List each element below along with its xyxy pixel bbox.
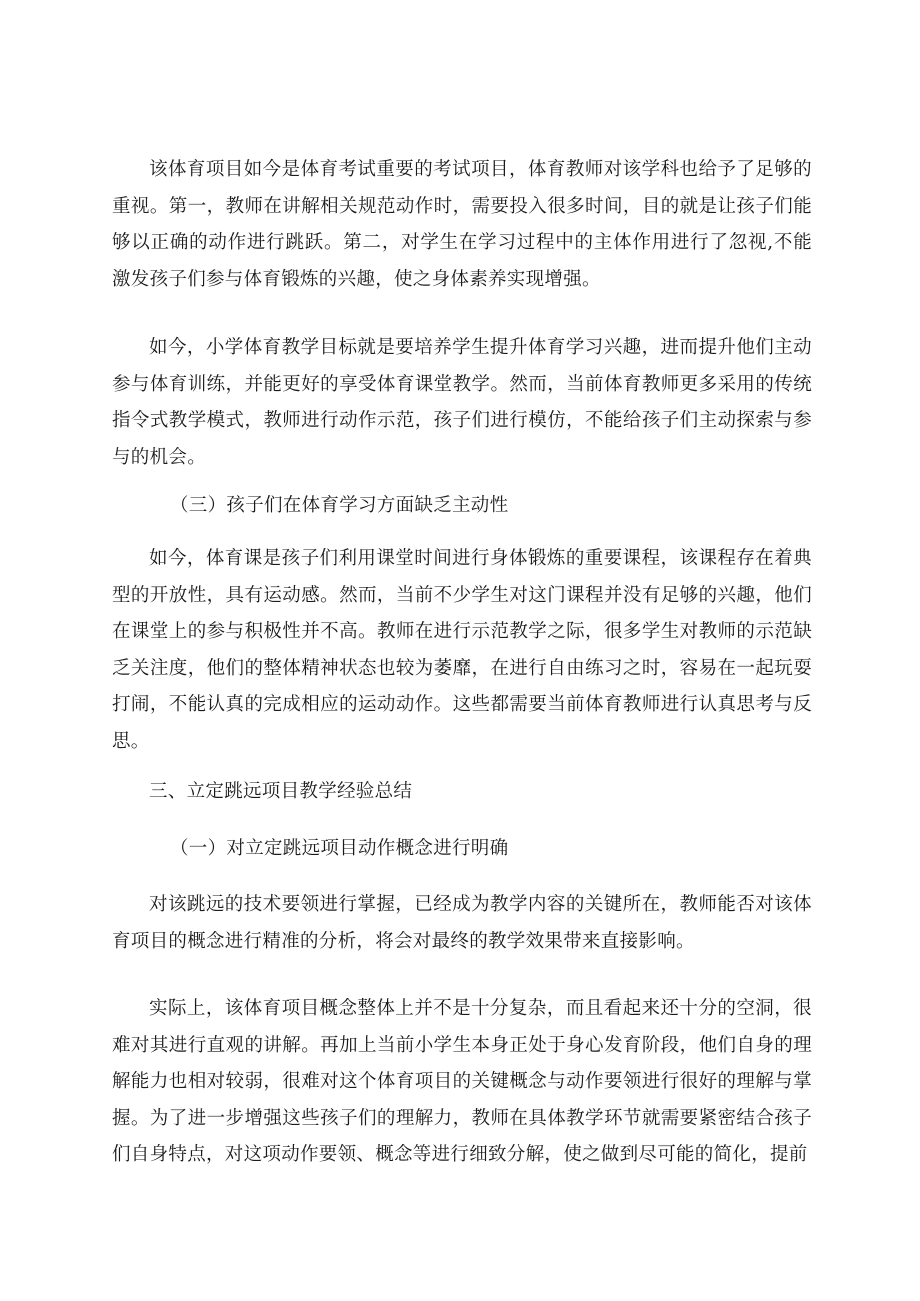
- paragraph-2: 如今，小学体育教学目标就是要培养学生提升体育学习兴趣，进而提升他们主动参与体育训练，并能更好的享受体育课堂教学。然而，当前体育教师更多采用的传统指令式教学模式，教师进行动作示范，孩子们进行模仿，不能给孩子们主动探索与参与的机会。: [112, 337, 812, 468]
- paragraph-1: 该体育项目如今是体育考试重要的考试项目，体育教师对该学科也给予了足够的重视。第一，教师在讲解相关规范动作时，需要投入很多时间，目的就是让孩子们能够以正确的动作进行跳跃。第二，对学生在学习过程中的主体作用进行了忽视,不能激发孩子们参与体育锻炼的兴趣，使之身体素养实现增强。: [112, 159, 812, 290]
- section-heading-three: 三、立定跳远项目教学经验总结: [149, 781, 413, 802]
- subheading-three: （三）孩子们在体育学习方面缺乏主动性: [170, 495, 509, 516]
- subheading-one: （一）对立定跳远项目动作概念进行明确: [170, 838, 509, 859]
- paragraph-5: 实际上，该体育项目概念整体上并不是十分复杂，而且看起来还十分的空洞，很难对其进行直观的讲解。再加上当前小学生本身正处于身心发育阶段，他们自身的理解能力也相对较弱，很难对这个体育项目的关键概念与动作要领进行很好的理解与掌握。为了进一步增强这些孩子们的理解力，教师在具体教学环节就需要紧密结合孩子们自身特点，对这项动作要领、概念等进行细致分解，使之做到尽可能的简化，提前: [112, 998, 812, 1165]
- paragraph-3: 如今，体育课是孩子们利用课堂时间进行身体锻炼的重要课程，该课程存在着典型的开放性，具有运动感。然而，当前不少学生对这门课程并没有足够的兴趣，他们在课堂上的参与积极性并不高。教师在进行示范教学之际，很多学生对教师的示范缺乏关注度，他们的整体精神状态也较为萎靡，在进行自由练习之时，容易在一起玩耍打闹，不能认真的完成相应的运动动作。这些都需要当前体育教师进行认真思考与反思。: [112, 548, 812, 752]
- paragraph-4: 对该跳远的技术要领进行掌握，已经成为教学内容的关键所在，教师能否对该体育项目的概念进行精准的分析，将会对最终的教学效果带来直接影响。: [112, 894, 812, 952]
